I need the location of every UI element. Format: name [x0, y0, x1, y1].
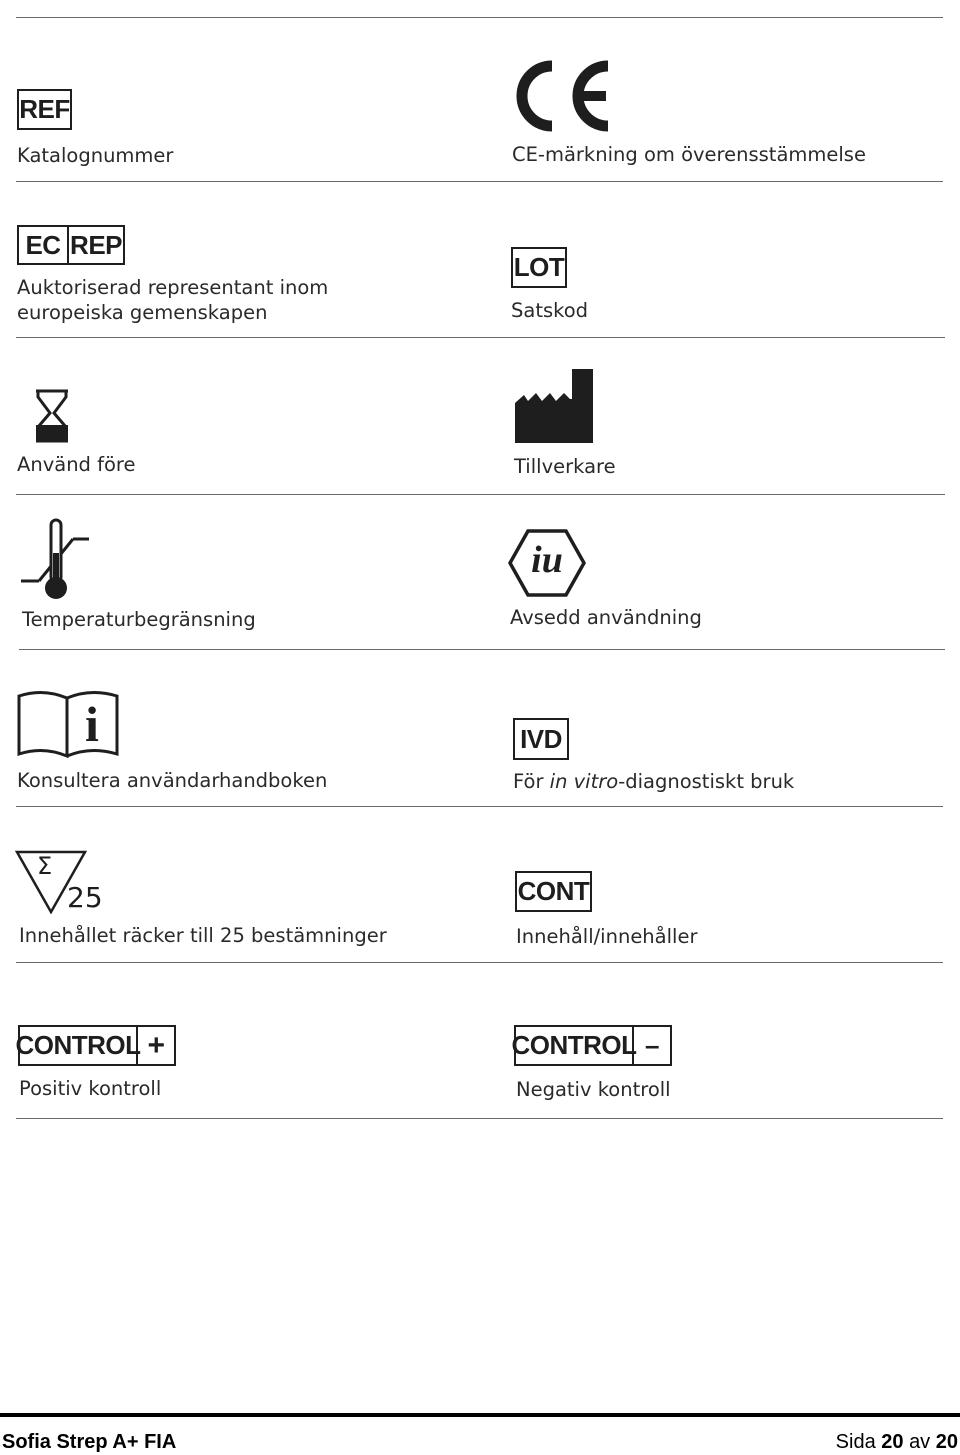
cont-caption: Innehåll/innehåller [516, 925, 698, 948]
footer-page-current: 20 [881, 1431, 904, 1453]
thermometer-icon [19, 517, 93, 603]
info-icon: i [85, 696, 99, 752]
footer-page-word: Sida [835, 1431, 876, 1453]
footer-page-total: 20 [935, 1431, 958, 1453]
control-positive-label: CONTROL [15, 1030, 141, 1060]
ivd-caption [513, 769, 794, 795]
ivd-caption-pre: För [513, 770, 550, 793]
control-negative-caption: Negativ kontroll [516, 1078, 671, 1101]
divider-row-2 [16, 337, 945, 338]
control-negative-symbol [511, 1025, 672, 1066]
divider-row-7 [16, 1118, 943, 1119]
sigma-tests-icon [15, 850, 107, 916]
cont-symbol [515, 871, 592, 912]
control-negative-label: CONTROL [511, 1030, 637, 1060]
minus-icon: – [632, 1027, 670, 1064]
ivd-symbol [513, 718, 569, 760]
ref-symbol [17, 89, 72, 130]
intended-use-caption: Avsedd användning [510, 606, 702, 629]
rep-label: REP [67, 227, 123, 263]
ec-rep-symbol [17, 225, 125, 265]
lot-label: LOT [513, 252, 565, 282]
ref-label: REF [19, 94, 70, 124]
lot-symbol [511, 247, 567, 288]
control-positive-symbol [15, 1025, 176, 1066]
ce-caption: CE-märkning om överensstämmelse [512, 143, 866, 166]
divider-row-4 [19, 649, 945, 650]
control-positive-caption: Positiv kontroll [19, 1077, 162, 1100]
ivd-caption-italic: in vitro [549, 770, 619, 793]
cont-label: CONT [517, 876, 590, 906]
footer-product-name: Sofia Strep A+ FIA [2, 1431, 177, 1453]
ec-rep-caption-line2: europeiska gemenskapen [17, 301, 268, 324]
ref-caption: Katalognummer [17, 144, 174, 167]
sigma-symbol: Σ [37, 852, 53, 880]
use-by-caption: Använd före [17, 453, 136, 476]
footer-rule [0, 1413, 960, 1417]
factory-icon [514, 369, 594, 443]
plus-icon: + [136, 1027, 174, 1064]
hourglass-icon [34, 389, 70, 443]
footer-page-number [836, 1431, 958, 1454]
ivd-caption-post: -diagnostiskt bruk [618, 770, 795, 793]
ce-mark-icon [512, 58, 616, 134]
divider-row-3 [16, 494, 945, 495]
footer-page-sep: av [909, 1431, 931, 1453]
intended-use-label: iu [531, 539, 563, 581]
consult-caption: Konsultera användarhandboken [17, 769, 328, 792]
manufacturer-caption: Tillverkare [514, 455, 616, 478]
lot-caption: Satskod [511, 299, 589, 322]
footer-product [2, 1431, 176, 1454]
ivd-label: IVD [520, 723, 562, 754]
consult-manual-icon [17, 690, 119, 760]
divider-row-6 [16, 962, 943, 963]
ec-label: EC [25, 229, 61, 260]
divider-row-5 [16, 806, 943, 807]
ec-rep-caption-line1: Auktoriserad representant inom [17, 276, 329, 299]
divider-top [16, 17, 943, 18]
sigma-caption: Innehållet räcker till 25 bestämninger [19, 924, 387, 947]
intended-use-icon [508, 528, 586, 598]
temperature-caption: Temperaturbegränsning [22, 608, 256, 631]
divider-row-1 [16, 181, 943, 182]
sigma-count: 25 [67, 881, 103, 914]
